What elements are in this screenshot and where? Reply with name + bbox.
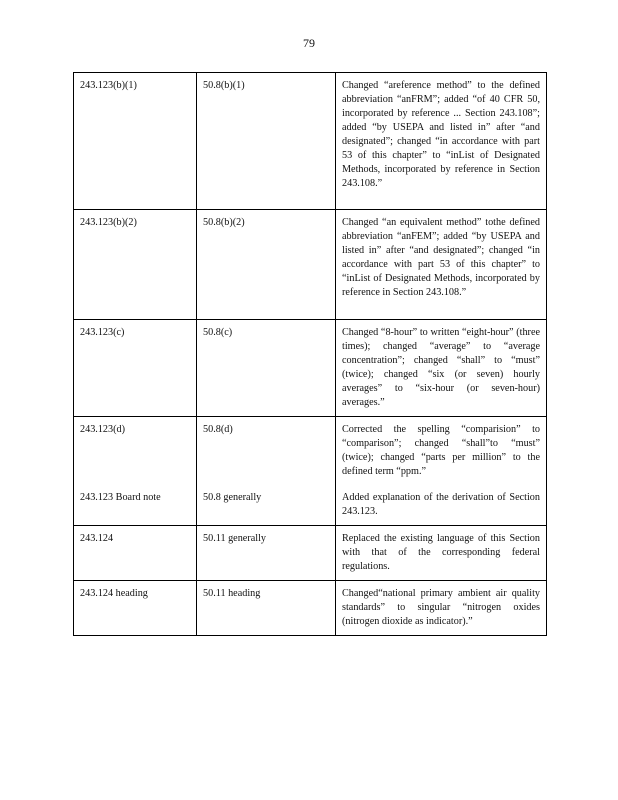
description-value: Corrected the spelling “comparision” to “comparison”; changed “shall”to “must” (twice); changed “parts per million” to the defined term “ppm.” (342, 424, 540, 477)
cfr-value: 50.8(d) (203, 424, 233, 435)
cfr-cell: 50.8(c) (197, 320, 336, 417)
table-row (74, 417, 547, 526)
cfr-value: 50.8 generally (203, 492, 262, 503)
description-cell: Replaced the existing language of this Section with that of the corresponding federal regulations. (336, 526, 547, 581)
section-cell: 243.124 (74, 526, 197, 581)
description-cell: Changed“national primary ambient air quality standards” to singular “nitrogen oxides (nitrogen dioxide as indicator).” (336, 581, 547, 636)
description-cell: Changed “8-hour” to written “eight-hour” (three times); changed “average” to “average concentration”; changed “shall” to “must” (twice); changed “six (or seven) hourly averages” to “six-hour (or seven-hour) averages.” (336, 320, 547, 417)
amendments-table (73, 72, 547, 636)
description-cell: Changed “an equivalent method” tothe defined abbreviation “anFEM”; added “by USEPA and listed in” after “and designated”; changed “in accordance with part 53 of this chapter” to “inList of Designated Methods, incorporated by reference in Section 243.108.” (336, 210, 547, 320)
section-value: 243.123(d) (80, 424, 125, 435)
section-value: 243.123 Board note (80, 492, 161, 503)
cfr-cell: 50.11 heading (197, 581, 336, 636)
section-cell: 243.123(c) (74, 320, 197, 417)
cfr-cell: 50.8(b)(2) (197, 210, 336, 320)
table-row (74, 526, 547, 581)
table-row (74, 581, 547, 636)
section-cell (74, 417, 197, 526)
table-row (74, 320, 547, 417)
description-cell (336, 417, 547, 526)
table-row (74, 210, 547, 320)
cfr-cell: 50.11 generally (197, 526, 336, 581)
description-value: Added explanation of the derivation of Section 243.123. (342, 492, 540, 517)
table-row (74, 73, 547, 210)
cfr-cell (197, 417, 336, 526)
section-cell: 243.123(b)(1) (74, 73, 197, 210)
section-cell: 243.124 heading (74, 581, 197, 636)
section-cell: 243.123(b)(2) (74, 210, 197, 320)
description-cell: Changed “areference method” to the defined abbreviation “anFRM”; added “of 40 CFR 50, incorporated by reference ... Section 243.108”; added “by USEPA and listed in” after “and designated”; changed “in accordance with part 53 of this chapter” to “inList of Designated Methods, incorporated by reference in Section 243.108.” (336, 73, 547, 210)
cfr-cell: 50.8(b)(1) (197, 73, 336, 210)
page-number: 79 (303, 36, 315, 50)
